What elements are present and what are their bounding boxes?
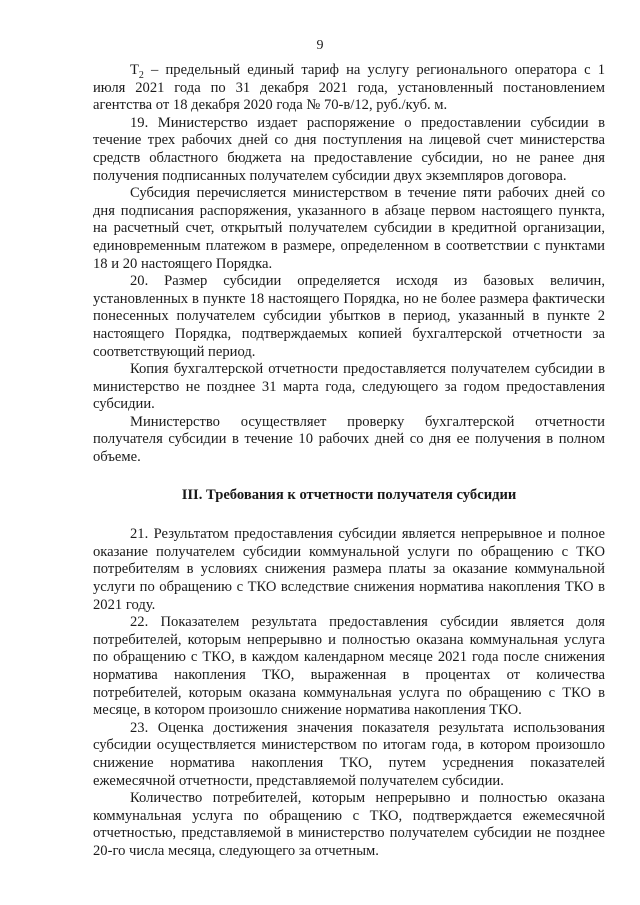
paragraph-22: 22. Показателем результата предоставления субсидии является доля потребителей, которым непрерывно и полностью оказана коммунальная услуга по обращению с ТКО, в каждом календарном месяце 2021 года после снижения норматива накопления ТКО, выраженная в процентах от количества потребителей, которым оказана коммунальная услуга по обращению с ТКО в месяце, в котором произошло снижение норматива накопления ТКО.: [93, 614, 605, 719]
paragraph-19-transfer: Субсидия перечисляется министерством в течение пяти рабочих дней со дня подписания распоряжения, указанного в абзаце первом настоящего пункта, на расчетный счет, открытый получателем субсидии в кредитной организации, единовременным платежом в размере, определенном в соответствии с пунктами 18 и 20 настоящего Порядка.: [93, 185, 605, 272]
paragraph-21: 21. Результатом предоставления субсидии является непрерывное и полное оказание получателем субсидии коммунальной услуги по обращению с ТКО потребителям в условиях снижения размера платы за оказание коммунальной услуги по обращению с ТКО вследствие снижения норматива накопления ТКО в 2021 году.: [93, 526, 605, 613]
page-number: 9: [316, 38, 324, 53]
t2-symbol: T: [130, 62, 139, 78]
paragraph-t2-definition: [93, 62, 605, 115]
paragraph-23: 23. Оценка достижения значения показателя результата использования субсидии осуществляется министерством по итогам года, в котором произошло снижение норматива накопления ТКО, путем усреднения показателей ежемесячной отчетности, представляемой получателем субсидии.: [93, 719, 605, 789]
paragraph-19: 19. Министерство издает распоряжение о предоставлении субсидии в течение трех рабочих дней со дня поступления на лицевой счет министерства средств областного бюджета на предоставление субсидии, но не ранее дня получения подписанных получателем субсидии двух экземпляров договора.: [93, 114, 605, 184]
paragraph-20: 20. Размер субсидии определяется исходя из базовых величин, установленных в пункте 18 настоящего Порядка, но не более размера фактически понесенных получателем субсидии убытков в период, указанный в пункте 2 настоящего Порядка, подтверждаемых копией бухгалтерской отчетности за соответствующий период.: [93, 273, 605, 360]
document-body: [93, 62, 605, 861]
paragraph-20-check: Министерство осуществляет проверку бухгалтерской отчетности получателя субсидии в течение 10 рабочих дней со дня ее получения в полном объеме.: [93, 413, 605, 466]
section-heading: III. Требования к отчетности получателя субсидии: [181, 486, 517, 503]
paragraph-20-copy: Копия бухгалтерской отчетности предоставляется получателем субсидии в министерство не позднее 31 марта года, следующего за годом предоставления субсидии.: [93, 361, 605, 413]
t2-definition-text: – предельный единый тариф на услугу регионального оператора с 1 июля 2021 года по 31 декабря 2021 года, установленный постановлением агентства от 18 декабря 2020 года № 70-в/12, руб./куб. м.: [93, 62, 605, 114]
t2-subscript: 2: [138, 69, 144, 81]
paragraph-23-count: Количество потребителей, которым непрерывно и полностью оказана коммунальная услуга по обращению с ТКО, подтверждается ежемесячной отчетностью, представляемой в министерство получателем субсидии не позднее 20-го числа месяца, следующего за отчетным.: [93, 790, 605, 859]
